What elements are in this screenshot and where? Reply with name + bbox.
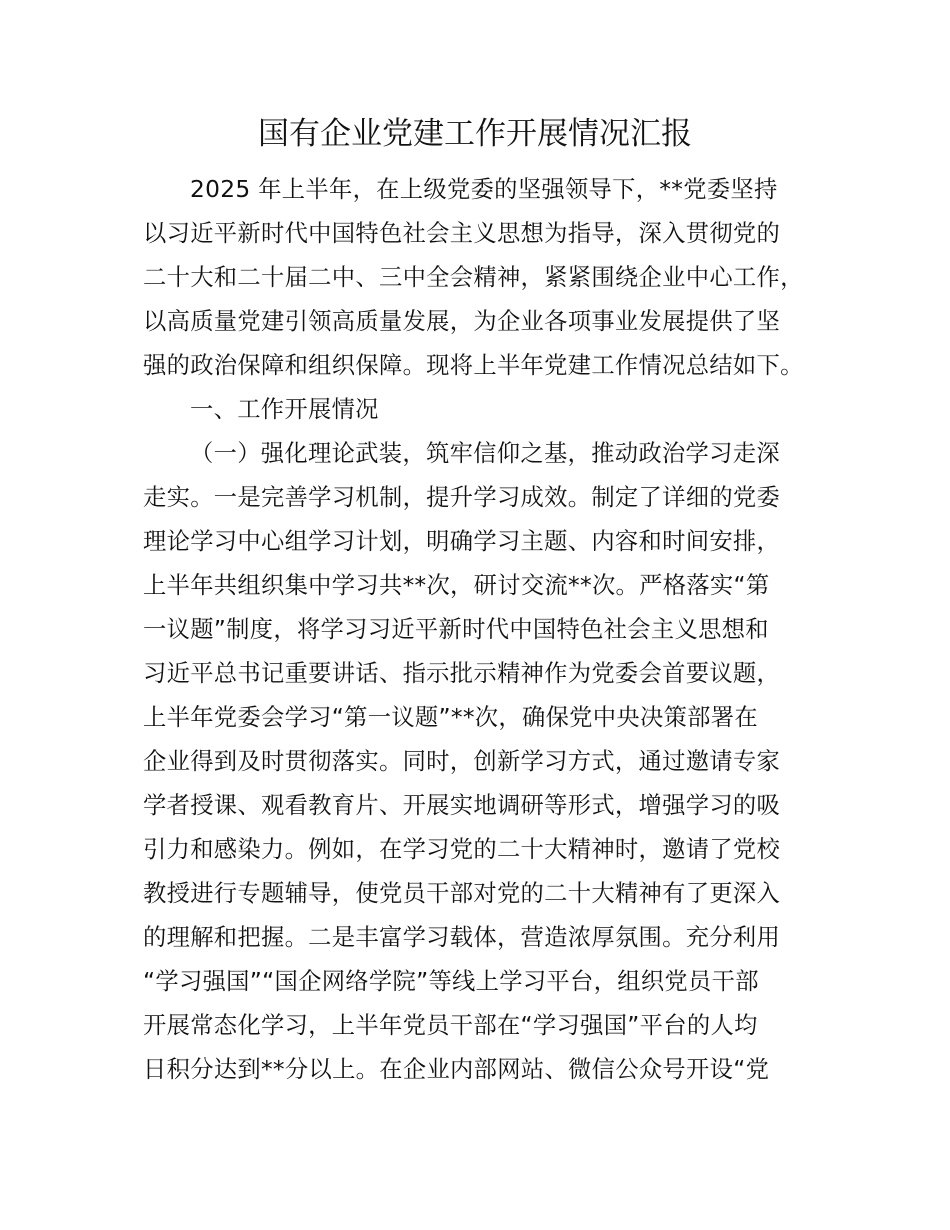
intro-paragraph [143,168,843,388]
text-line: 理论学习中心组学习计划，明确学习主题、内容和时间安排， [143,528,781,555]
text-line: 走实。一是完善学习机制，提升学习成效。制定了详细的党委 [143,484,781,511]
text-line: 2025 年上半年，在上级党委的坚强领导下，**党委坚持 [190,176,778,203]
text-line: 以高质量党建引领高质量发展，为企业各项事业发展提供了坚 [143,308,781,335]
body-paragraph [143,432,843,1092]
text-line: 企业得到及时贯彻落实。同时，创新学习方式，通过邀请专家 [143,748,781,775]
text-line: 上半年共组织集中学习共**次，研讨交流**次。严格落实“第 [143,572,770,599]
text-line: 一议题”制度，将学习习近平新时代中国特色社会主义思想和 [143,616,769,643]
text-line: 习近平总书记重要讲话、指示批示精神作为党委会首要议题， [143,660,781,687]
document-body [143,168,843,1092]
text-line: 开展常态化学习，上半年党员干部在“学习强国”平台的人均 [143,1012,758,1039]
text-line: “学习强国”“国企网络学院”等线上学习平台，组织党员干部 [143,968,759,995]
text-line: 二十大和二十届二中、三中全会精神，紧紧围绕企业中心工作， [143,264,804,291]
text-line: （一）强化理论武装，筑牢信仰之基，推动政治学习走深 [190,440,780,467]
text-line: 以习近平新时代中国特色社会主义思想为指导，深入贯彻党的 [143,220,781,247]
text-line: 强的政治保障和组织保障。现将上半年党建工作情况总结如下。 [143,352,804,379]
section-heading-text: 一、工作开展情况 [190,396,379,423]
section-heading [143,388,843,432]
text-line: 日积分达到**分以上。在企业内部网站、微信公众号开设“党 [143,1056,770,1083]
text-line: 学者授课、观看教育片、开展实地调研等形式，增强学习的吸 [143,792,781,819]
document-title: 国有企业党建工作开展情况汇报 [258,116,692,152]
text-line: 的理解和把握。二是丰富学习载体，营造浓厚氛围。充分利用 [143,924,781,951]
text-line: 教授进行专题辅导，使党员干部对党的二十大精神有了更深入 [143,880,781,907]
text-line: 上半年党委会学习“第一议题”**次，确保党中央决策部署在 [143,704,758,731]
text-line: 引力和感染力。例如，在学习党的二十大精神时，邀请了党校 [143,836,781,863]
